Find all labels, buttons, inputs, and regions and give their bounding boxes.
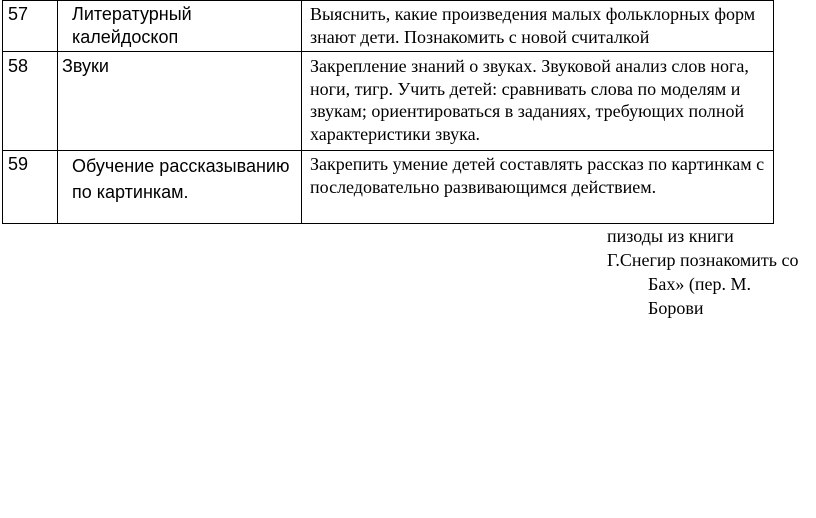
lesson-topic [58, 1, 302, 52]
lesson-topic-line: Звуки [62, 56, 109, 76]
lesson-topic [58, 151, 302, 224]
overflow-text-line: Борови [648, 298, 704, 318]
table-row [3, 151, 774, 224]
lesson-topic-line: Обучение рассказыванию [72, 156, 290, 176]
lesson-topic-line: Литературный калейдоскоп [72, 4, 192, 47]
overflow-text-line: Бах» (пер. М. [648, 274, 751, 294]
lesson-goal: Выяснить, какие произведения малых фольклорных форм знают дети. Познакомить с новой считалкой [302, 1, 774, 52]
lesson-plan-table [2, 0, 774, 224]
lesson-topic-line: по картинкам. [72, 182, 189, 202]
table-row [3, 1, 774, 52]
lesson-number: 58 [3, 52, 58, 151]
overflow-text-line: Г.Снегир познакомить со [607, 250, 799, 270]
lesson-goal: Закрепление знаний о звуках. Звуковой анализ слов нога, ноги, тигр. Учить детей: сравнивать слова по моделям и звукам; ориентироваться в заданиях, требующих полной характеристики звука. [302, 52, 774, 151]
overflow-text-line: пизоды из книги [607, 226, 734, 246]
lesson-number: 57 [3, 1, 58, 52]
lesson-number: 59 [3, 151, 58, 224]
lesson-goal: Закрепить умение детей составлять рассказ по картинкам с последовательно развивающимся действием. [302, 151, 774, 224]
table-row [3, 52, 774, 151]
lesson-topic [58, 52, 302, 151]
